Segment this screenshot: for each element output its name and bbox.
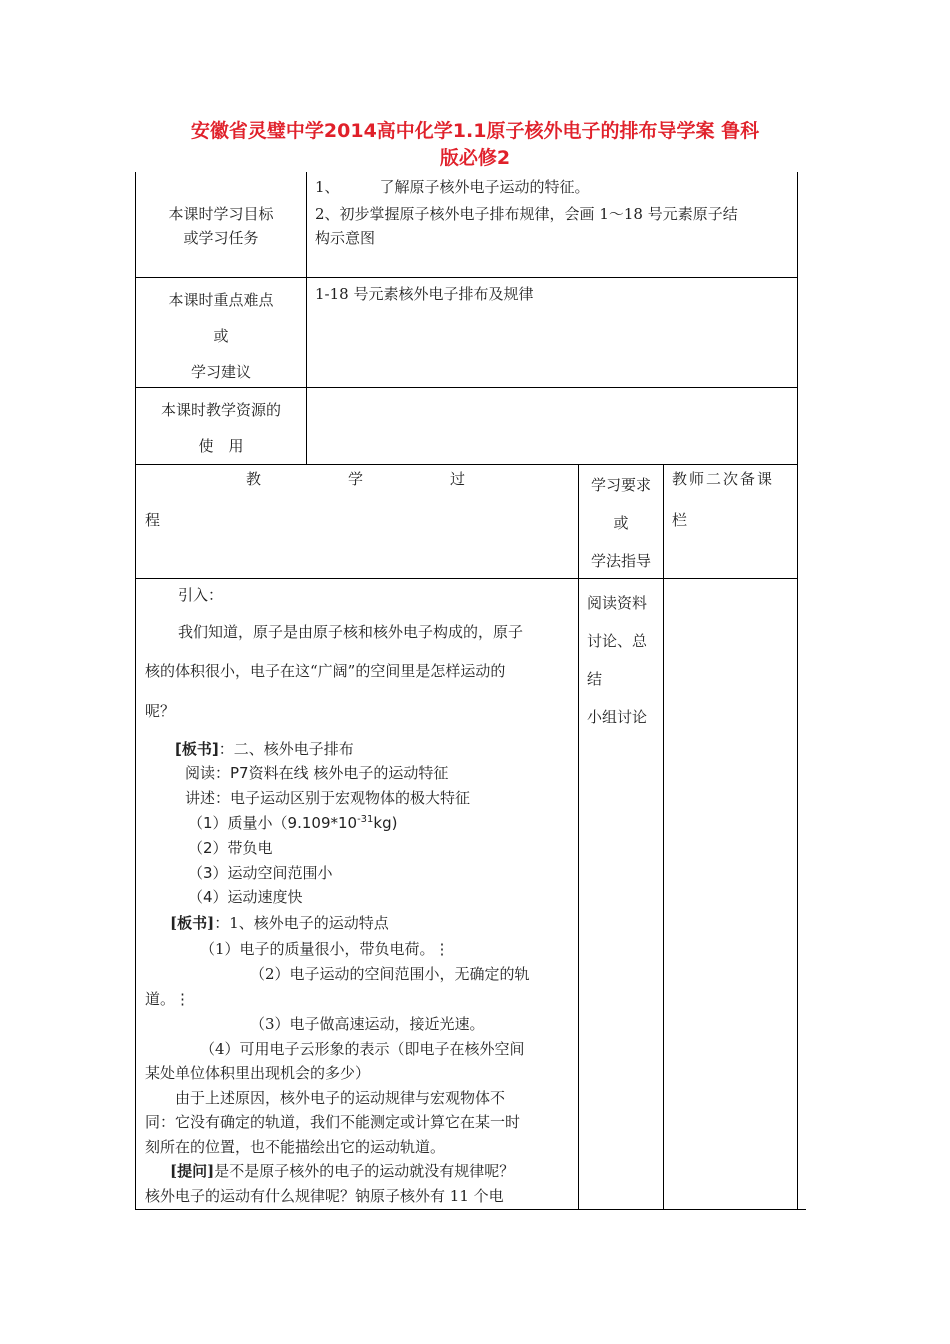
- board-note-1: [175, 738, 354, 759]
- question-line-2: 核外电子的运动有什么规律呢？钠原子核外有 11 个电: [145, 1187, 504, 1205]
- guide-header-line-1: 学习要求: [590, 476, 651, 494]
- goal-item-2-line-2: 构示意图: [315, 229, 376, 247]
- question-tag: [提问]: [170, 1162, 215, 1180]
- title-line-1: 安徽省灵璧中学2014高中化学1.1原子核外电子的排布导学案 鲁科: [190, 120, 760, 142]
- feature-2: （2）带负电: [188, 839, 273, 857]
- document-title: [130, 118, 820, 172]
- guide-line-3: 结: [587, 670, 603, 688]
- guide-line-4: 小组讨论: [587, 708, 648, 726]
- key-label-line-2: 或: [213, 327, 229, 345]
- resources-label-line-2: 使 用: [198, 437, 244, 455]
- question-line-1: [170, 1160, 514, 1181]
- key-label-line-1: 本课时重点难点: [168, 291, 274, 309]
- table-right-border: [797, 172, 798, 1209]
- table-bottom-border: [135, 1209, 806, 1210]
- row-divider: [135, 464, 798, 465]
- guide-column: [587, 584, 647, 736]
- explain-note: 讲述：电子运动区别于宏观物体的极大特征: [185, 789, 471, 807]
- characteristic-1: （1）电子的质量很小，带负电荷。⋮: [200, 940, 450, 958]
- characteristic-4-line-1: （4）可用电子云形象的表示（即电子在核外空间: [200, 1040, 525, 1058]
- board-tag: [板书]: [175, 740, 219, 758]
- board-note-2: [170, 912, 389, 933]
- title-line-2: 版必修2: [439, 147, 511, 169]
- process-header-char-1: 教: [246, 470, 262, 488]
- goal-item-1-number: 1、: [315, 178, 340, 196]
- key-points-text: 1-18 号元素核外电子排布及规律: [315, 285, 534, 303]
- goal-label-line-1: 本课时学习目标: [168, 205, 274, 223]
- process-header-char-4: 程: [145, 511, 161, 529]
- row-divider: [135, 277, 798, 278]
- feature-3: （3）运动空间范围小: [188, 864, 333, 882]
- resources-label: [136, 392, 306, 464]
- board-tag: [板书]: [170, 914, 215, 932]
- feature-1-exponent: -31: [357, 814, 374, 825]
- key-points-label: [136, 282, 306, 390]
- teacher-header-line-1: 教师二次备课: [672, 470, 775, 488]
- reading-note: 阅读：P7资料在线 核外电子的运动特征: [185, 764, 449, 782]
- guide-line-1: 阅读资料: [587, 594, 648, 612]
- guide-header-line-2: 或: [613, 514, 629, 532]
- characteristic-2-line-2: 道。⋮: [145, 990, 191, 1008]
- characteristic-4-line-2: 某处单位体积里出现机会的多少）: [145, 1064, 371, 1082]
- row-divider: [135, 578, 798, 579]
- guide-line-2: 讨论、总: [587, 632, 648, 650]
- goal-item-1: [315, 176, 590, 197]
- resources-label-line-1: 本课时教学资源的: [160, 401, 281, 419]
- guide-column-divider: [663, 464, 664, 1209]
- intro-label: 引入：: [178, 586, 224, 604]
- feature-4: （4）运动速度快: [188, 888, 303, 906]
- process-header-char-2: 学: [348, 470, 364, 488]
- reason-line-2: 同：它没有确定的轨道，我们不能测定或计算它在某一时: [145, 1113, 521, 1131]
- feature-1-unit: kg): [373, 814, 398, 832]
- intro-paragraph-line-3: 呢？: [145, 702, 176, 720]
- goal-label-line-2: 或学习任务: [183, 229, 259, 247]
- intro-paragraph-line-2: 核的体积很小，电子在这“广阔”的空间里是怎样运动的: [145, 662, 506, 680]
- goal-item-1-text: 了解原子核外电子运动的特征。: [379, 178, 590, 196]
- intro-paragraph-line-1: 我们知道，原子是由原子核和核外电子构成的，原子: [178, 623, 524, 641]
- label-column-divider: [306, 172, 307, 464]
- goal-item-2-line-1: 2、初步掌握原子核外电子排布规律，会画 1～18 号元素原子结: [315, 205, 738, 223]
- feature-1-text: （1）质量小（9.109*10: [188, 814, 358, 832]
- question-text: 是不是原子核外的电子的运动就没有规律呢？: [214, 1162, 515, 1180]
- reason-line-3: 刻所在的位置，也不能描绘出它的运动轨道。: [145, 1138, 446, 1156]
- guide-header-line-3: 学法指导: [590, 552, 651, 570]
- goal-label: [136, 202, 306, 250]
- board-note-1-text: ：二、核外电子排布: [218, 740, 354, 758]
- characteristic-3: （3）电子做高速运动，接近光速。: [250, 1015, 485, 1033]
- process-header-char-3: 过: [450, 470, 466, 488]
- characteristic-2-line-1: （2）电子运动的空间范围小，无确定的轨: [250, 965, 530, 983]
- board-note-2-text: ：1、核外电子的运动特点: [214, 914, 389, 932]
- reason-line-1: 由于上述原因，核外电子的运动规律与宏观物体不: [175, 1089, 506, 1107]
- feature-1: [188, 812, 397, 833]
- guide-header: [579, 466, 663, 580]
- key-label-line-3: 学习建议: [190, 363, 251, 381]
- teacher-header-line-2: 栏: [672, 511, 688, 529]
